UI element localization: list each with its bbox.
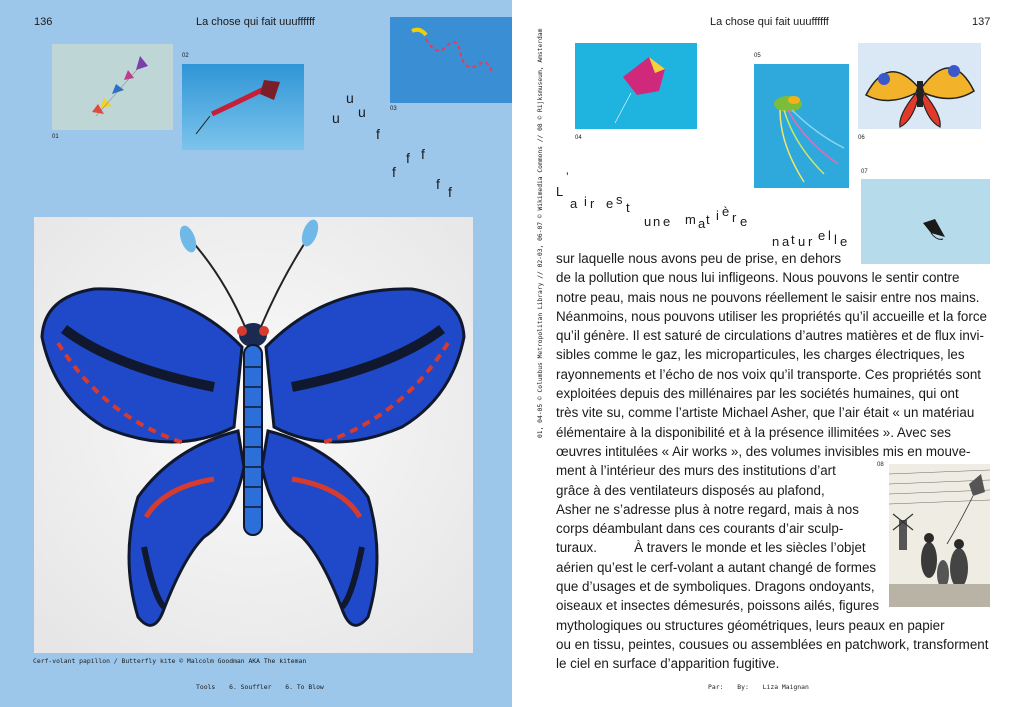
body-line: le ciel en surface d’apparition fugitive. <box>556 656 780 672</box>
body-line: de la pollution que nous lui infligeons. Nous pouvons le sentir contre <box>556 270 960 286</box>
body-line: oiseaux et insectes démesurés, poissons ailés, figures <box>556 598 880 614</box>
photo-number-03: 03 <box>390 106 397 112</box>
title-letter: a <box>782 234 790 249</box>
title-letter: e <box>818 228 826 243</box>
butterfly-kite-photo <box>34 217 473 653</box>
title-letter: i <box>584 194 587 209</box>
kite-photo-01 <box>52 44 173 130</box>
running-head-left: La chose qui fait uuuffffff <box>196 16 315 28</box>
title-letter: e <box>840 234 848 249</box>
body-line: ou en tissu, peintes, cousues ou assemblées en patchwork, transforment <box>556 636 989 652</box>
kite-photo-05 <box>754 64 849 188</box>
title-letter: t <box>626 200 630 215</box>
title-letter: e <box>663 214 671 229</box>
photo-number-04: 04 <box>575 135 582 141</box>
title-letter: u <box>798 234 806 249</box>
body-line: grâce à des ventilateurs disposés au plafond, <box>556 482 825 498</box>
floating-letter: u <box>346 90 354 106</box>
photo-number-02: 02 <box>182 53 189 59</box>
footer-left <box>196 683 334 691</box>
title-letter: a <box>698 216 706 231</box>
title-letter: m <box>685 212 696 227</box>
footer-item: 6. Souffler <box>229 683 272 691</box>
title-letter: r <box>808 234 813 249</box>
body-line: Asher ne s’adresse plus à notre regard, mais à nos <box>556 501 859 517</box>
footer-item: Par: <box>708 683 724 691</box>
title-letter: n <box>653 214 661 229</box>
photo-credits-vertical: 01, 04-05 © Columbus Metropolitan Library // 02-03, 06-07 © Wikimedia Commons // 08 © Rijksmuseum, Amsterdam <box>537 28 544 438</box>
kite-photo-02 <box>182 64 304 150</box>
body-line: élémentaire à la disponibilité et à la présence illimitées ». Avec ses <box>556 424 951 440</box>
page-number-left: 136 <box>34 16 53 28</box>
title-letter: n <box>772 234 780 249</box>
title-letter: L <box>556 184 564 199</box>
photo-number-07: 07 <box>861 169 868 175</box>
footer-item: 6. To Blow <box>285 683 324 691</box>
body-line: notre peau, mais nous ne pouvons réellement le saisir entre nos mains. <box>556 289 980 305</box>
footer-item: By: <box>737 683 749 691</box>
body-line: corps déambulant dans ces courants d’air sculp- <box>556 521 844 537</box>
kite-photo-04 <box>575 43 697 129</box>
body-line: que d’usages et de symboliques. Dragons ondoyants, <box>556 579 875 595</box>
floating-letter: u <box>332 110 340 126</box>
title-letter: s <box>616 192 623 207</box>
body-line: Néanmoins, nous pouvons utiliser les propriétés qu’il accueille et la force <box>556 308 987 324</box>
body-line: qu’il génère. Il est saturé de circulations d’autres matières et de flux invi- <box>556 328 984 344</box>
running-head-right: La chose qui fait uuuffffff <box>710 16 829 28</box>
kite-photo-03 <box>390 17 512 103</box>
floating-letter: u <box>358 104 366 120</box>
title-letter: a <box>570 196 578 211</box>
body-line: aérien qu’est le cerf-volant a autant changé de formes <box>556 559 877 575</box>
title-letter: e <box>606 196 614 211</box>
body-line: turaux. À travers le monde et les siècles l’objet <box>556 540 866 556</box>
title-letter: r <box>590 196 595 211</box>
title-letter: r <box>732 210 737 225</box>
title-letter: i <box>716 208 719 223</box>
title-letter: e <box>740 214 748 229</box>
body-line: sibles comme le gaz, les microparticules, les charges électriques, les <box>556 347 965 363</box>
photo-number-08: 08 <box>877 462 884 468</box>
body-line: mythologiques ou structures géométriques, leurs peaux en papier <box>556 617 945 633</box>
body-line: œuvres intitulées « Air works », des volumes invisibles mis en mouve- <box>556 443 971 459</box>
photo-number-05: 05 <box>754 53 761 59</box>
body-text <box>556 249 996 674</box>
footer-right <box>708 683 819 691</box>
body-line: rayonnements et l’écho de nos voix qu’il transporte. Ces propriétés sont <box>556 366 982 382</box>
footer-item: Liza Maignan <box>762 683 809 691</box>
title-letter: u <box>644 214 652 229</box>
body-line: ment à l’intérieur des murs des institutions d’art <box>556 463 836 479</box>
title-letter: t <box>706 212 710 227</box>
floating-letter: f <box>421 146 425 162</box>
photo-number-01: 01 <box>52 134 59 140</box>
photo-number-06: 06 <box>858 135 865 141</box>
title-letter: ’ <box>566 170 569 184</box>
floating-letter: f <box>448 184 452 200</box>
photo-caption: Cerf-volant papillon / Butterfly kite © Malcolm Goodman AKA The kiteman <box>33 657 307 665</box>
floating-letter: f <box>392 164 396 180</box>
floating-letter: f <box>436 176 440 192</box>
body-line: très vite su, comme l’artiste Michael Asher, que l’air était « un matériau <box>556 405 975 421</box>
kite-photo-06 <box>858 43 981 129</box>
floating-letter: f <box>376 126 380 142</box>
body-line: sur laquelle nous avons peu de prise, en dehors <box>556 251 842 266</box>
title-letter: l <box>828 228 831 243</box>
title-letter: t <box>791 232 795 247</box>
page-number-right: 137 <box>972 16 991 28</box>
title-letter: è <box>722 204 730 219</box>
footer-item: Tools <box>196 683 216 691</box>
body-line: exploitées depuis des millénaires par les sociétés humaines, qui ont <box>556 386 959 402</box>
title-letter: l <box>834 232 837 247</box>
floating-letter: f <box>406 150 410 166</box>
